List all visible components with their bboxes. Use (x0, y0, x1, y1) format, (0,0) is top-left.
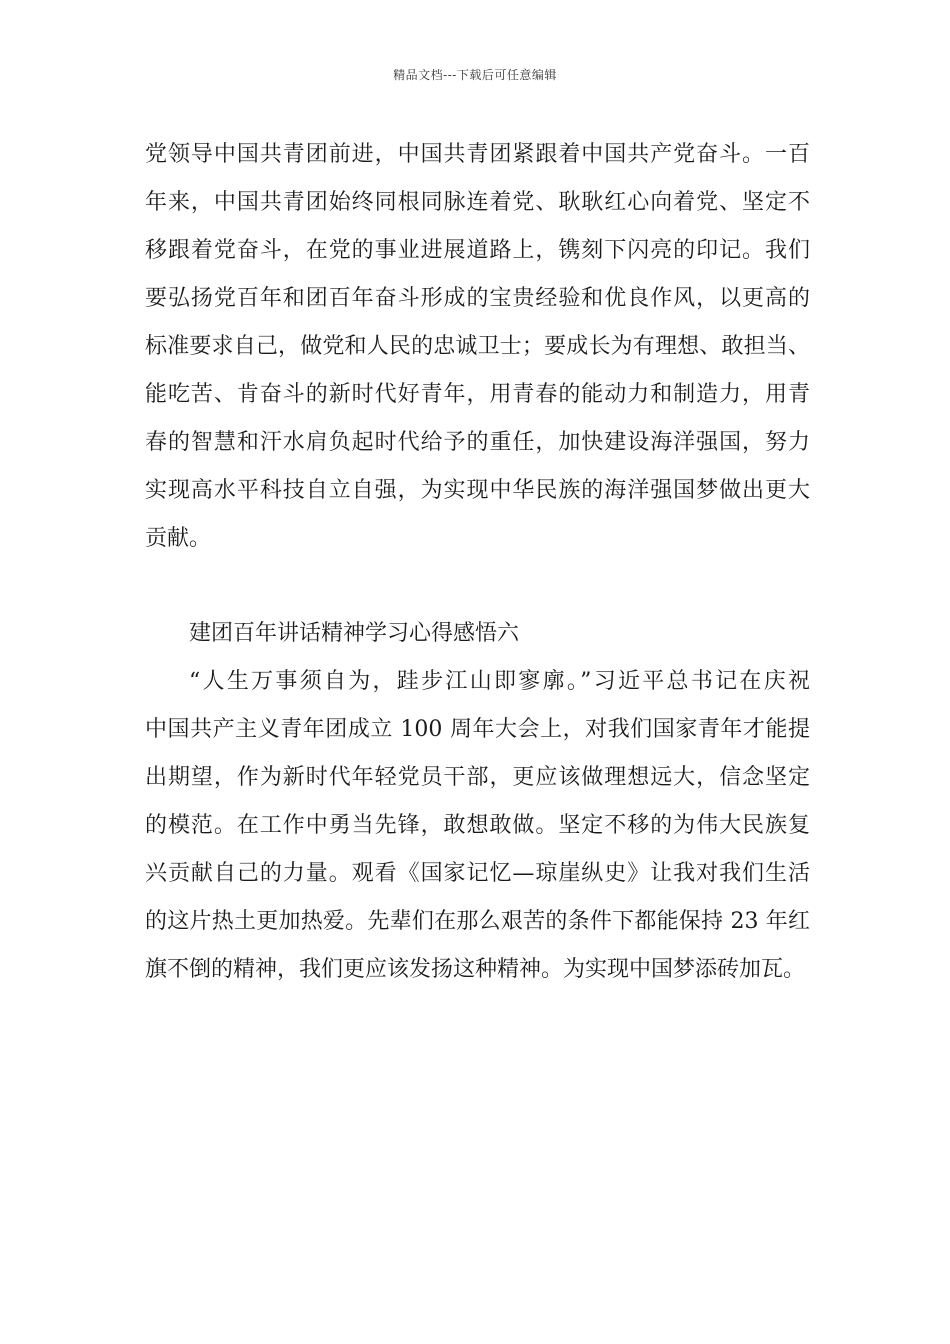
paragraph-line: 的这片热土更加热爱。先辈们在那么艰苦的条件下都能保持 23 年红 (145, 909, 810, 934)
paragraph-line: 年来，中国共青团始终同根同脉连着党、耿耿红心向着党、坚定不 (145, 190, 810, 215)
paragraph-line: 的模范。在工作中勇当先锋，敢想敢做。坚定不移的为伟大民族复 (145, 813, 810, 838)
paragraph-line: 要弘扬党百年和团百年奋斗形成的宝贵经验和优良作风，以更高的 (145, 286, 810, 311)
paragraph-line: 中国共产主义青年团成立 100 周年大会上，对我们国家青年才能提 (145, 717, 810, 742)
paragraph-line: “人生万事须自为，跬步江山即寥廓。”习近平总书记在庆祝 (189, 669, 810, 694)
paragraph-line: 党领导中国共青团前进，中国共青团紧跟着中国共产党奋斗。一百 (145, 142, 810, 167)
paragraph-line: 旗不倒的精神，我们更应该发扬这种精神。为实现中国梦添砖加瓦。 (145, 957, 806, 982)
paragraph-line: 标准要求自己，做党和人民的忠诚卫士；要成长为有理想、敢担当、 (145, 334, 810, 359)
paragraph-line: 兴贡献自己的力量。观看《国家记忆—琼崖纵史》让我对我们生活 (145, 861, 810, 886)
document-body (145, 131, 810, 994)
paragraph-2 (145, 658, 810, 994)
section-spacer (145, 563, 810, 610)
section-heading: 建团百年讲话精神学习心得感悟六 (189, 621, 520, 646)
paragraph-line: 实现高水平科技自立自强，为实现中华民族的海洋强国梦做出更大 (145, 478, 810, 503)
paragraph-line: 出期望，作为新时代年轻党员干部，更应该做理想远大，信念坚定 (145, 765, 810, 790)
paragraph-line: 贡献。 (145, 526, 212, 551)
paragraph-line: 能吃苦、肯奋斗的新时代好青年，用青春的能动力和制造力，用青 (145, 382, 810, 407)
paragraph-line: 春的智慧和汗水肩负起时代给予的重任，加快建设海洋强国，努力 (145, 430, 810, 455)
page-header: 精品文档---下载后可任意编辑 (393, 68, 557, 82)
paragraph-1 (145, 131, 810, 563)
paragraph-line: 移跟着党奋斗，在党的事业进展道路上，镌刻下闪亮的印记。我们 (145, 238, 810, 263)
